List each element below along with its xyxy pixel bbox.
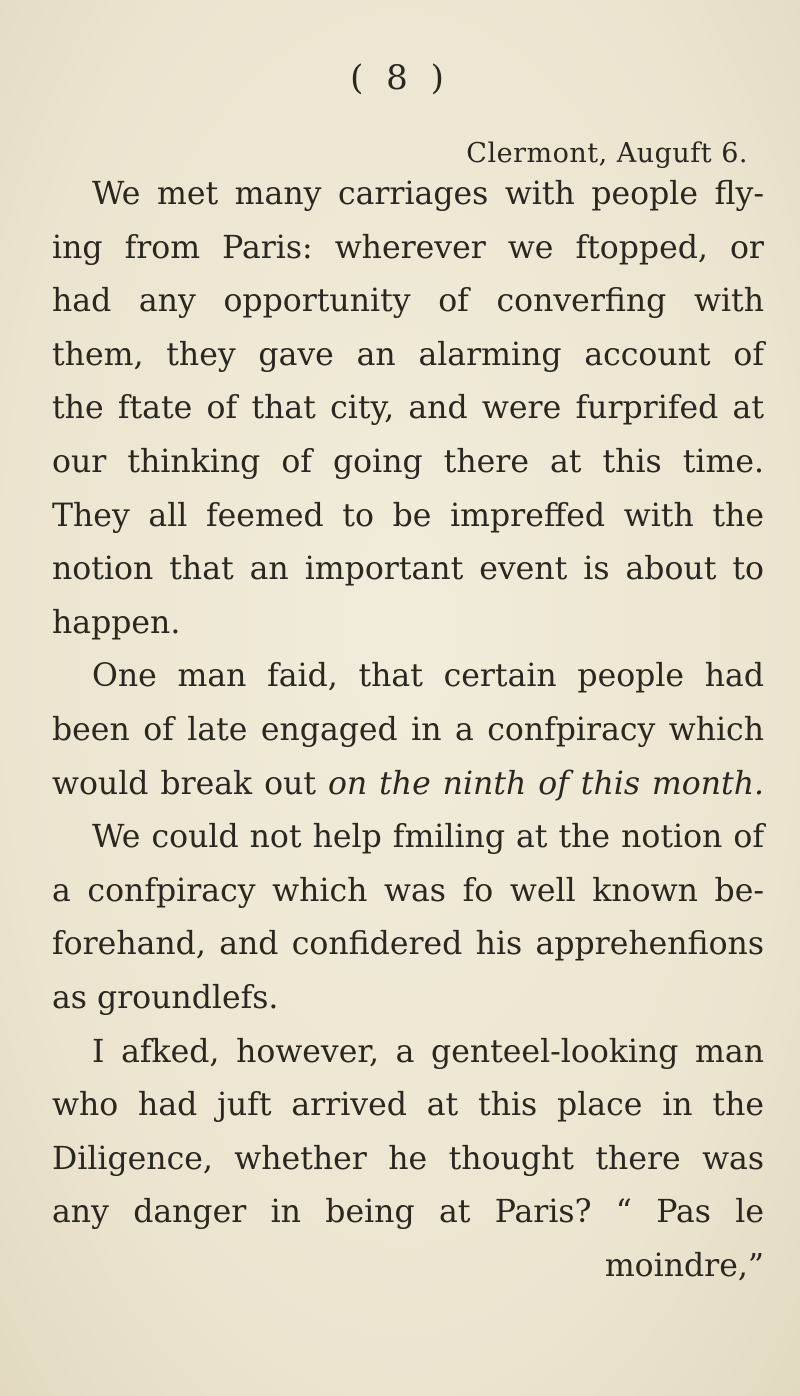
text-line: them, they gave an alarming account of xyxy=(52,336,764,373)
text-line: They all feemed to be impreffed with the xyxy=(52,497,764,534)
page-number: ( 8 ) xyxy=(350,58,450,98)
text-line: ing from Paris: wherever we ftopped, or xyxy=(52,229,764,266)
text-line: moindre,” xyxy=(604,1247,764,1284)
italic-phrase: on the ninth of this month. xyxy=(327,765,765,802)
text-line: One man faid, that certain people had xyxy=(92,658,764,695)
text-line: any danger in being at Paris? “ Pas le xyxy=(52,1194,764,1231)
text-line: notion that an important event is about to xyxy=(52,551,764,588)
body-text xyxy=(52,168,764,1293)
text-line: We could not help fmiling at the notion of xyxy=(92,819,764,856)
text-line: Diligence, whether he thought there was xyxy=(52,1140,764,1177)
text-line: the ftate of that city, and were furprifed at xyxy=(52,390,764,427)
text-line: forehand, and confidered his apprehenfions xyxy=(52,926,764,963)
text-line: a confpiracy which was fo well known be- xyxy=(52,872,764,909)
text-line: happen. xyxy=(52,604,181,641)
text-segment: would break out xyxy=(52,765,316,802)
dateline: Clermont, Auguft 6. xyxy=(466,138,748,169)
text-line: who had juft arrived at this place in the xyxy=(52,1087,764,1124)
text-line: I afked, however, a genteel-looking man xyxy=(92,1033,764,1070)
text-line: had any opportunity of converfing with xyxy=(52,283,764,320)
text-line: as groundlefs. xyxy=(52,979,279,1016)
text-line-with-italic xyxy=(52,758,764,812)
text-line: been of late engaged in a confpiracy which xyxy=(52,711,764,748)
text-line: We met many carriages with people fly- xyxy=(92,176,764,212)
text-line: our thinking of going there at this time. xyxy=(52,443,764,480)
